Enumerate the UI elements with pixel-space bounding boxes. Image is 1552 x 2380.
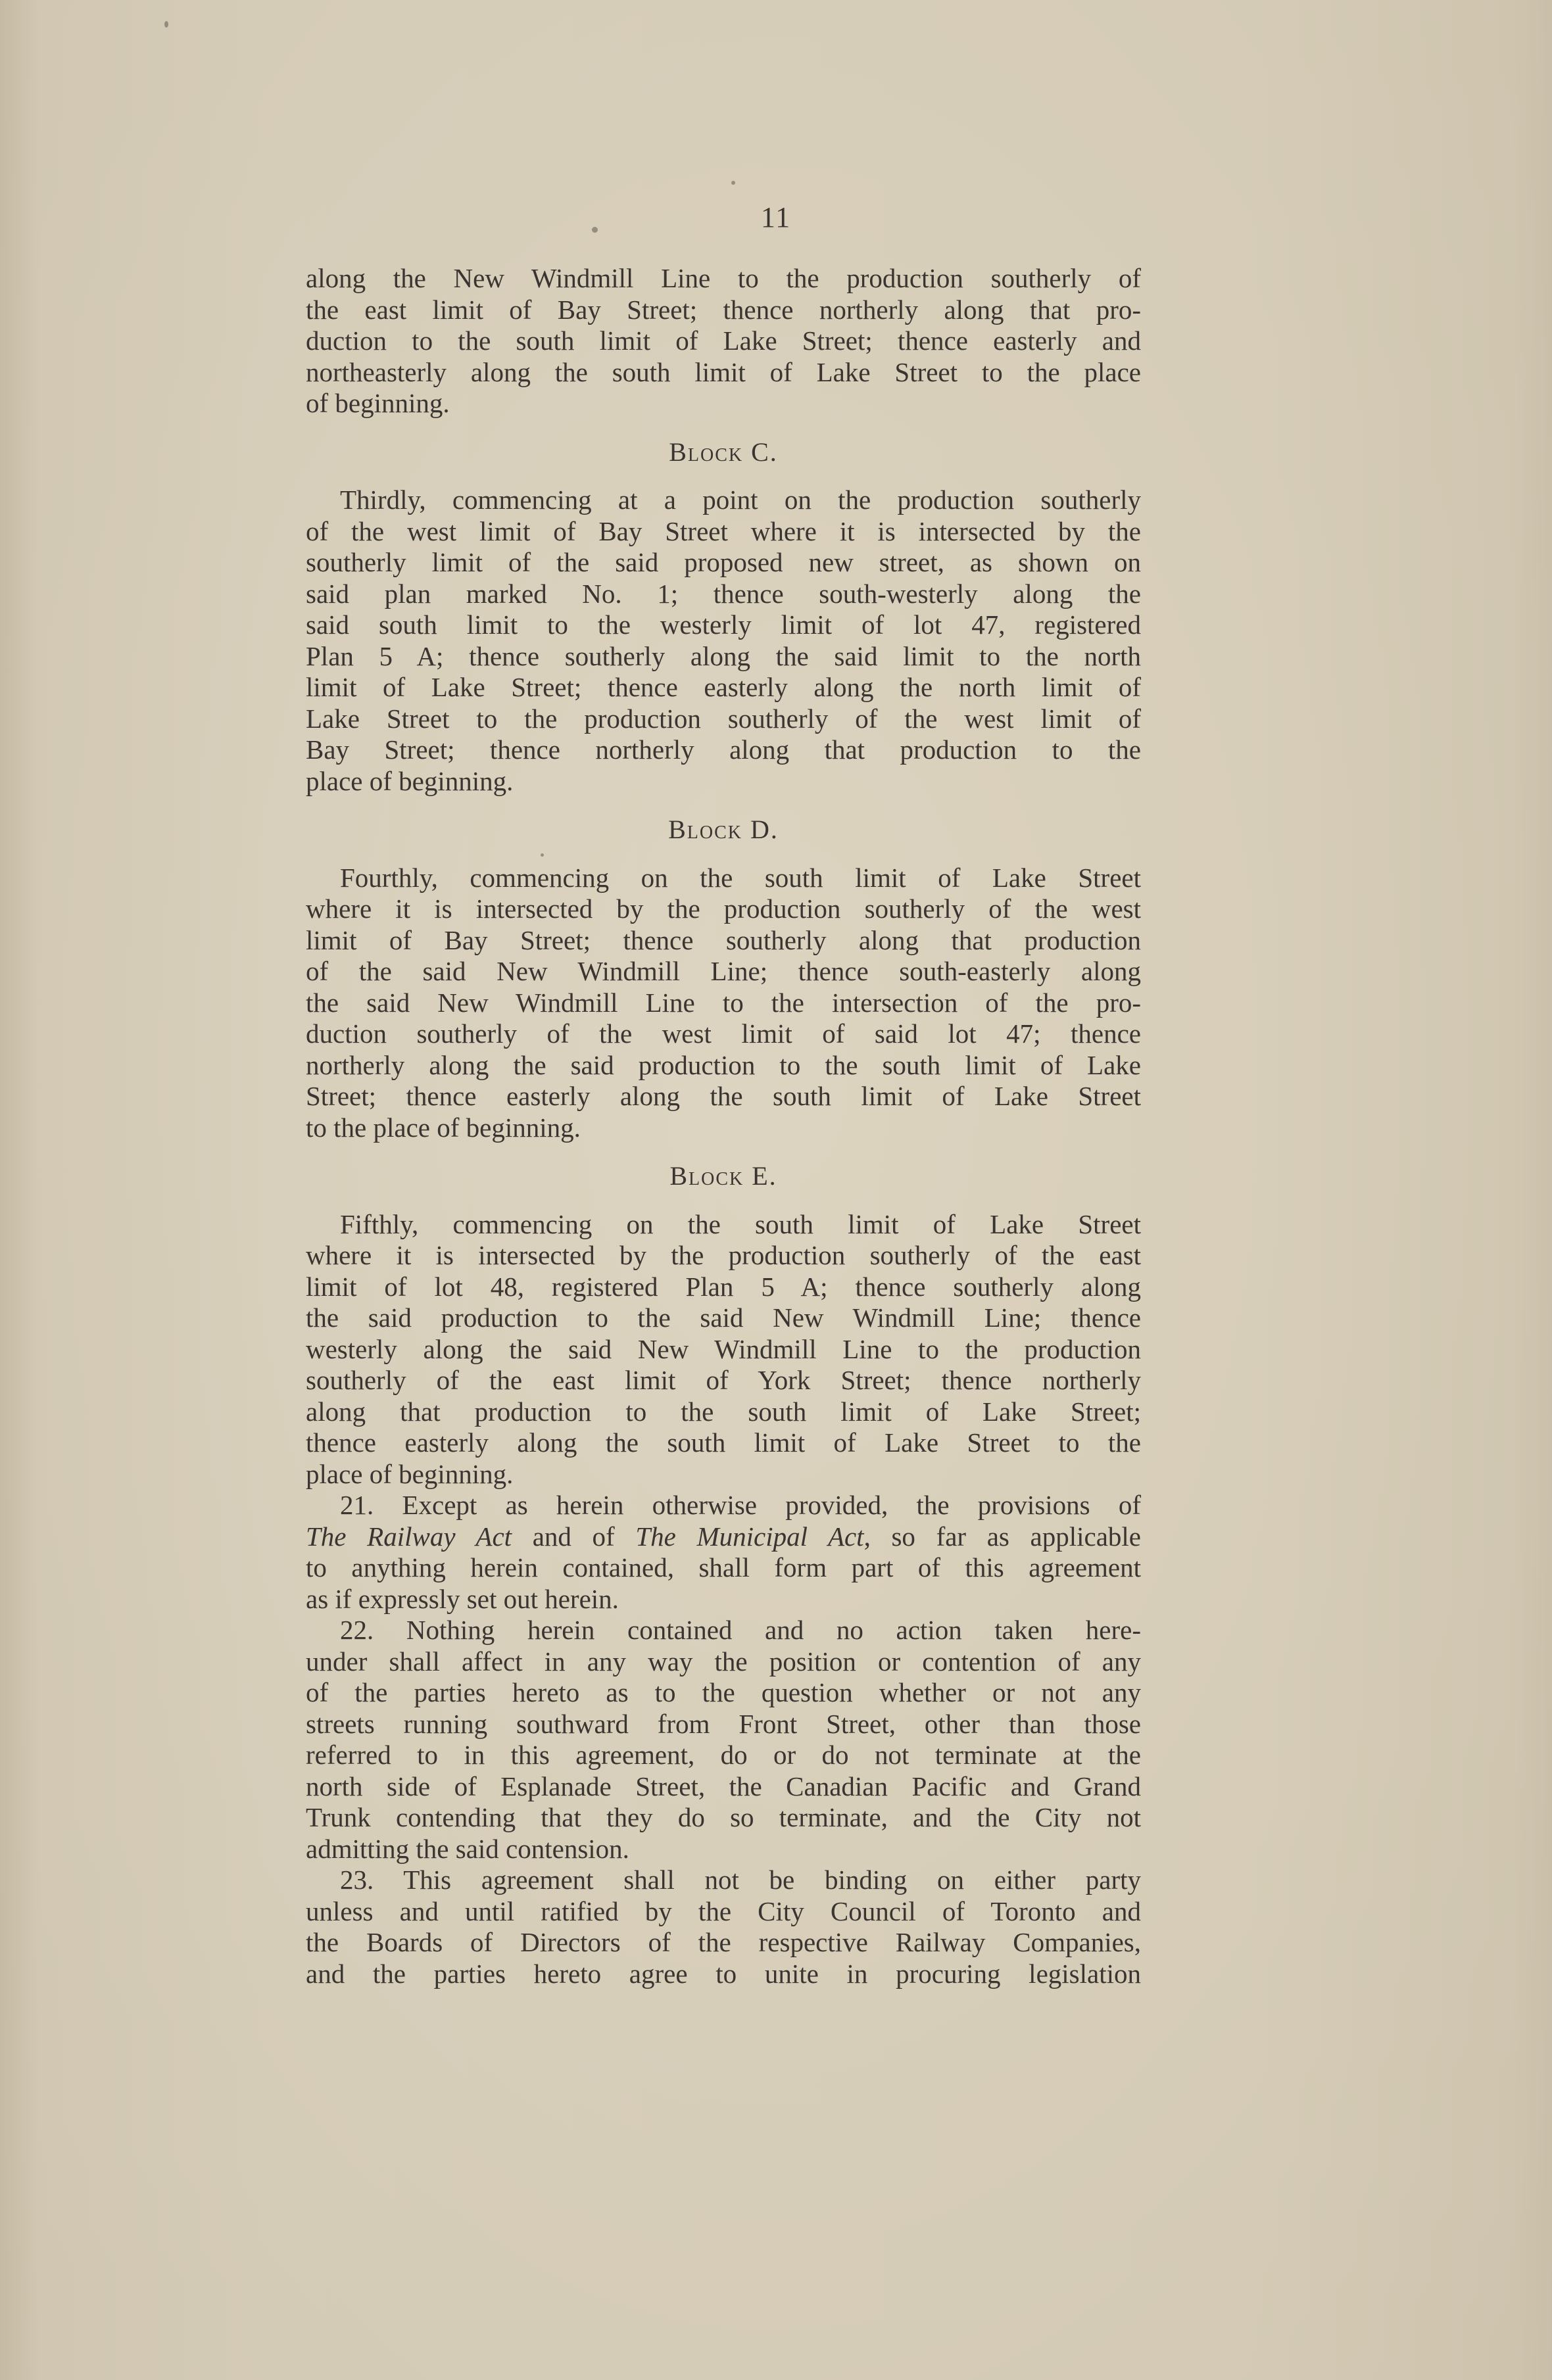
text-line — [340, 1615, 1141, 1646]
block-c-heading: Block C. — [669, 437, 778, 467]
text-line: Trunk contending that they do so terminate, and the City not — [306, 1802, 1141, 1832]
text-line: limit of Lake Street; thence easterly along the north limit of — [306, 672, 1141, 702]
text-line: as if expressly set out herein. — [306, 1583, 619, 1614]
text-line: unless and until ratified by the City Council of Toronto and — [306, 1895, 1141, 1926]
text-line: said plan marked No. 1; thence south-westerly along the — [306, 578, 1141, 609]
section-23 — [306, 1865, 1141, 1989]
block-e-heading: Block E. — [669, 1161, 777, 1191]
text-line: westerly along the said New Windmill Line to the production — [306, 1333, 1141, 1364]
document-body — [306, 263, 1141, 1989]
text-line: streets running southward from Front Street, other than those — [306, 1708, 1141, 1739]
text-line: of beginning. — [306, 388, 450, 418]
text-line: to the place of beginning. — [306, 1112, 581, 1143]
text-line: limit of lot 48, registered Plan 5 A; thence southerly along — [306, 1271, 1141, 1302]
text-line: north side of Esplanade Street, the Canadian Pacific and Grand — [306, 1771, 1141, 1801]
text-line: Thirdly, commencing at a point on the production southerly — [340, 485, 1141, 515]
page-number: 11 — [760, 201, 792, 233]
section-text: Nothing herein contained and no action taken here- — [406, 1615, 1142, 1645]
block-d-heading: Block D. — [668, 815, 779, 844]
text-line: the said New Windmill Line to the intersection of the pro- — [306, 987, 1141, 1018]
text-line: Bay Street; thence northerly along that production to the — [306, 734, 1141, 765]
text-line: referred to in this agreement, do or do not terminate at the — [306, 1740, 1141, 1770]
section-text: Except as herein otherwise provided, the provisions of — [402, 1490, 1141, 1520]
text-line: and the parties hereto agree to unite in procuring legislation — [306, 1958, 1141, 1989]
block-e-paragraph — [306, 1209, 1141, 1490]
section-22 — [306, 1615, 1141, 1865]
text-line: the said production to the said New Windmill Line; thence — [306, 1302, 1141, 1333]
text-line: place of beginning. — [306, 1458, 514, 1489]
text-line — [340, 1865, 1141, 1896]
text-line: duction southerly of the west limit of said lot 47; thence — [306, 1018, 1141, 1049]
section-text: This agreement shall not be binding on either party — [403, 1865, 1141, 1895]
text-line: under shall affect in any way the position or contention of any — [306, 1646, 1141, 1677]
text-line: along that production to the south limit of Lake Street; — [306, 1396, 1141, 1427]
text-line: southerly limit of the said proposed new street, as shown on — [306, 547, 1141, 577]
text-line: of the said New Windmill Line; thence south-easterly along — [306, 956, 1141, 986]
text-line: Fifthly, commencing on the south limit of Lake Street — [340, 1208, 1141, 1239]
text-line: place of beginning. — [306, 765, 514, 796]
text-line — [306, 1521, 1141, 1553]
text-line: Plan 5 A; thence southerly along the said limit to the north — [306, 640, 1141, 671]
text-line: of the parties hereto as to the question whether or not any — [306, 1677, 1141, 1707]
text-line: where it is intersected by the production southerly of the east — [306, 1240, 1141, 1270]
text-line: Fourthly, commencing on the south limit of Lake Street — [340, 862, 1141, 893]
text-line: northerly along the said production to the south limit of Lake — [306, 1049, 1141, 1080]
text-line: thence easterly along the south limit of Lake Street to the — [306, 1427, 1141, 1458]
speck-mark — [164, 21, 168, 28]
text-line: said south limit to the westerly limit of lot 47, registered — [306, 609, 1141, 640]
section-number: 22. — [340, 1615, 374, 1645]
railway-act-title: The Railway Act — [306, 1521, 512, 1552]
text-line: admitting the said contension. — [306, 1833, 629, 1864]
text-line — [340, 1490, 1141, 1521]
section-21 — [306, 1490, 1141, 1615]
section-number: 21. — [340, 1490, 374, 1520]
text-line: northeasterly along the south limit of Lake Street to the place — [306, 356, 1141, 387]
text-line: the Boards of Directors of the respective Railway Companies, — [306, 1927, 1141, 1957]
block-d-paragraph — [306, 863, 1141, 1144]
section-text: and of — [512, 1521, 636, 1552]
section-text: , so far as applicable — [863, 1521, 1141, 1552]
text-line: the east limit of Bay Street; thence northerly along that pro- — [306, 294, 1141, 325]
text-line: southerly of the east limit of York Street; thence northerly — [306, 1365, 1141, 1395]
text-line: along the New Windmill Line to the production southerly of — [306, 263, 1141, 293]
text-line: of the west limit of Bay Street where it is intersected by the — [306, 515, 1141, 546]
text-line: to anything herein contained, shall form part of this agreement — [306, 1552, 1141, 1583]
speck-mark — [731, 181, 735, 185]
text-line: Street; thence easterly along the south limit of Lake Street — [306, 1081, 1141, 1111]
municipal-act-title: The Municipal Act — [635, 1521, 864, 1552]
section-number: 23. — [340, 1865, 374, 1895]
block-c-paragraph — [306, 485, 1141, 797]
opening-paragraph — [306, 263, 1141, 419]
text-line: where it is intersected by the production southerly of the west — [306, 893, 1141, 924]
text-line: Lake Street to the production southerly of the west limit of — [306, 703, 1141, 734]
text-line: limit of Bay Street; thence southerly along that production — [306, 924, 1141, 955]
text-line: duction to the south limit of Lake Street; thence easterly and — [306, 325, 1141, 356]
